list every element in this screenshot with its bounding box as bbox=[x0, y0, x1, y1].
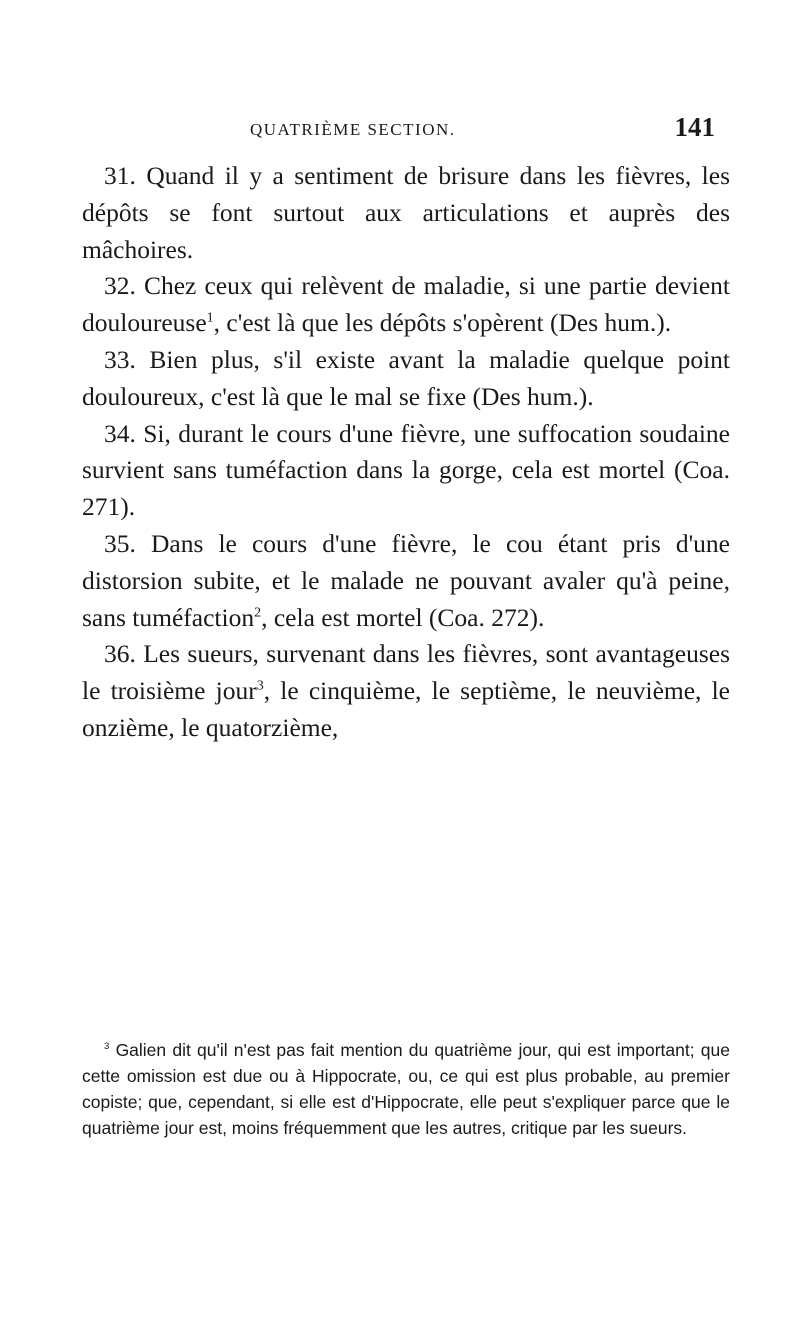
paragraph-number: 33. bbox=[104, 344, 136, 374]
paragraph-text: , c'est là que les dépôts s'opèrent (Des hum.). bbox=[213, 308, 672, 338]
paragraph-number: 31. bbox=[104, 161, 136, 190]
paragraph-31 bbox=[82, 158, 730, 268]
footnote bbox=[82, 1037, 730, 1141]
paragraph-text: Bien plus, s'il existe avant la maladie quelque point douloureux, c'est là que le mal se fixe (Des hum.). bbox=[82, 344, 731, 411]
paragraph-number: 36. bbox=[104, 639, 136, 669]
paragraph-text: Les sueurs, survenant dans les fièvres, sont avantageuses le troisième jour bbox=[82, 639, 731, 706]
paragraph-32 bbox=[82, 268, 730, 342]
paragraph-number: 34. bbox=[104, 418, 136, 448]
running-title: QUATRIÈME SECTION. bbox=[250, 120, 456, 139]
footnote-text: Galien dit qu'il n'est pas fait mention du quatrième jour, qui est important; que cette omission est due ou à Hippocrate, ou, ce qui est plus probable, au premier copiste; que, cependant, si elle est d'Hippocrate, elle peut s'expliquer parce que le quatrième jour est, moins fréquemment que les autres, critique par les sueurs. bbox=[82, 1040, 730, 1138]
paragraph-number: 32. bbox=[104, 271, 136, 301]
body-text bbox=[82, 158, 730, 747]
footnote-ref: 1 bbox=[206, 310, 214, 326]
footnote-paragraph bbox=[82, 1037, 730, 1141]
paragraph-text: Si, durant le cours d'une fièvre, une suffocation soudaine survient sans tuméfaction dans la gorge, cela est mortel (Coa. 271). bbox=[82, 418, 731, 522]
paragraph-text: , le cinquième, le septième, le neuvième, le onzième, le quatorzième, bbox=[82, 676, 731, 742]
paragraph-text: Chez ceux qui relèvent de maladie, si une partie devient douloureuse bbox=[82, 271, 731, 338]
footnote-ref: 2 bbox=[254, 605, 262, 621]
paragraph-33 bbox=[82, 342, 730, 416]
page-number: 141 bbox=[674, 112, 715, 142]
footnote-marker: 3 bbox=[104, 1041, 110, 1053]
footnote-ref: 3 bbox=[256, 678, 264, 694]
paragraph-text: Dans le cours d'une fièvre, le cou étant pris d'une distorsion subite, et le malade ne pouvant avaler qu'à peine, sans tuméfaction bbox=[82, 528, 730, 632]
paragraph-35 bbox=[82, 526, 730, 636]
running-head bbox=[250, 112, 715, 152]
paragraph-text: , cela est mortel (Coa. 272). bbox=[261, 602, 545, 632]
paragraph-34 bbox=[82, 416, 730, 526]
paragraph-text: Quand il y a sentiment de brisure dans les fièvres, les dépôts se font surtout aux articulations et auprès des mâchoires. bbox=[82, 161, 730, 264]
paragraph-number: 35. bbox=[104, 528, 136, 558]
paragraph-36 bbox=[82, 636, 730, 746]
